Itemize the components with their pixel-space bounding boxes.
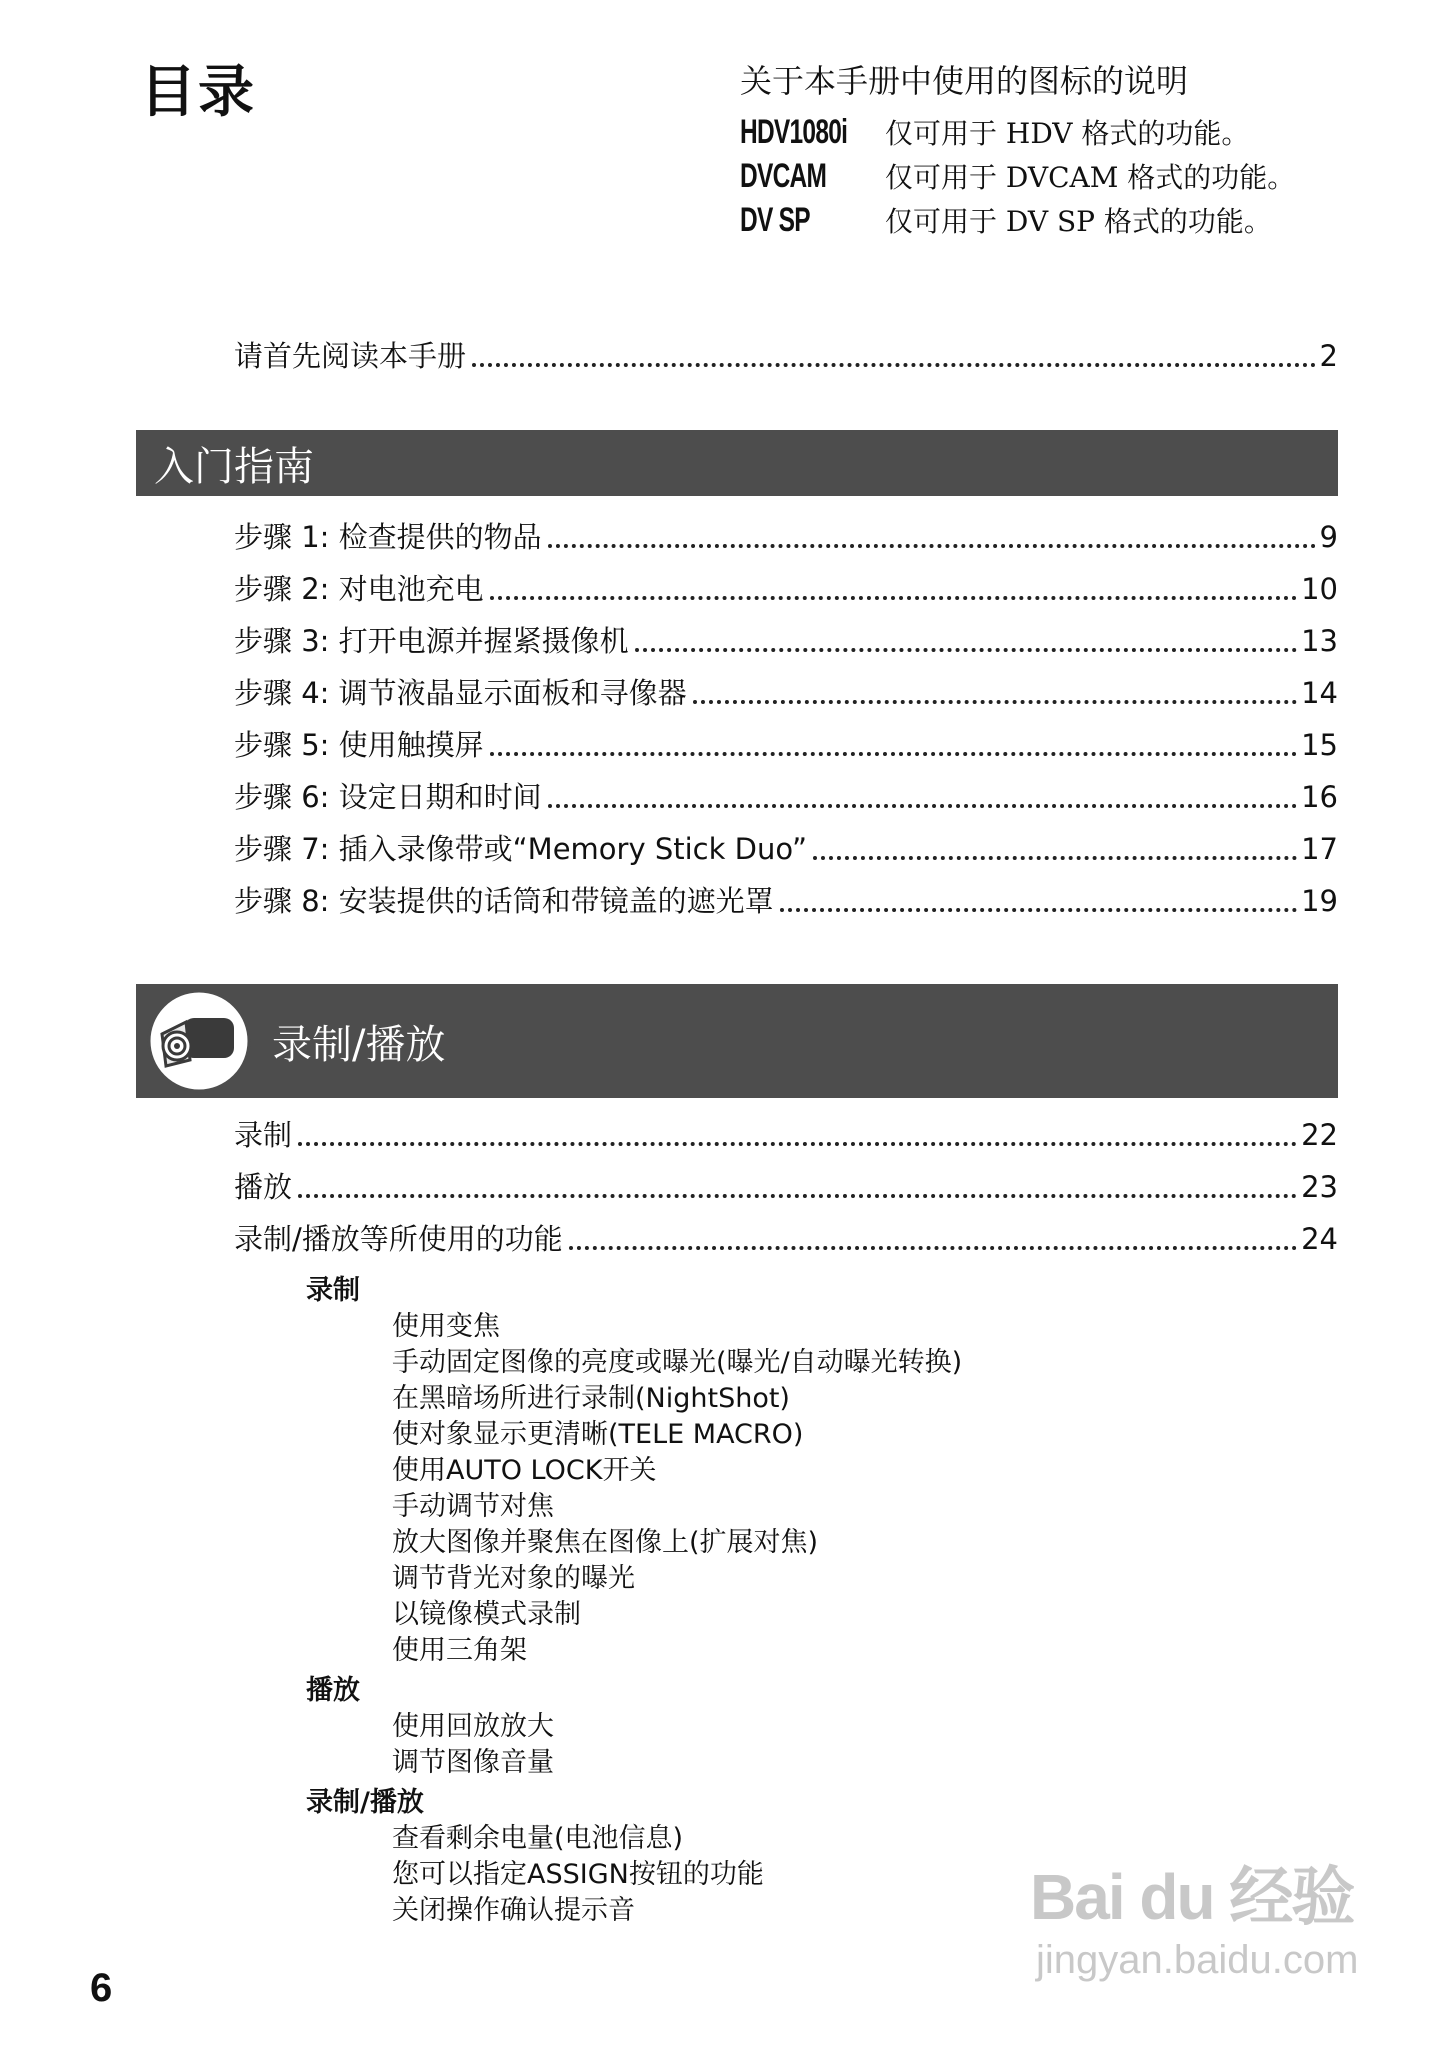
toc-entry[interactable]: [234, 880, 1338, 922]
toc-entry[interactable]: [234, 828, 1338, 870]
toc-leader: [298, 1142, 1297, 1146]
watermark-brand: Bai du 经验: [1030, 1861, 1354, 1933]
subgroup-item[interactable]: 以镜像模式录制: [392, 1599, 581, 1630]
subgroup-item[interactable]: 使用变焦: [392, 1311, 500, 1342]
toc-label: 录制: [234, 1118, 293, 1152]
toc-page: 15: [1301, 728, 1338, 762]
subgroup-item[interactable]: 您可以指定ASSIGN按钮的功能: [392, 1859, 764, 1890]
page-number: 6: [90, 1966, 113, 2010]
subgroup-item[interactable]: 调节背光对象的曝光: [392, 1563, 635, 1594]
subgroup-heading-record: 录制: [306, 1275, 360, 1306]
subgroup-heading-playback: 播放: [306, 1675, 360, 1706]
page-title: 目录: [140, 60, 256, 125]
toc-label: 步骤 1: 检查提供的物品: [234, 520, 542, 554]
toc-label: 步骤 4: 调节液晶显示面板和寻像器: [234, 676, 687, 710]
legend-text: 仅可用于 HDV 格式的功能。: [885, 117, 1250, 150]
toc-entry[interactable]: [234, 1166, 1338, 1208]
toc-entry[interactable]: [234, 776, 1338, 818]
toc-label: 播放: [234, 1170, 293, 1204]
toc-page: 24: [1301, 1222, 1338, 1256]
toc-leader: [635, 648, 1297, 652]
subgroup-item[interactable]: 在黑暗场所进行录制(NightShot): [392, 1383, 790, 1414]
subgroup-item[interactable]: 放大图像并聚焦在图像上(扩展对焦): [392, 1527, 819, 1558]
toc-entry-intro[interactable]: [234, 335, 1338, 377]
toc-page: 22: [1301, 1118, 1338, 1152]
section-title: 入门指南: [154, 443, 314, 490]
toc-label: 步骤 2: 对电池充电: [234, 572, 484, 606]
section-header-getting-started: [136, 430, 1338, 496]
toc-label: 步骤 6: 设定日期和时间: [234, 780, 542, 814]
subgroup-item[interactable]: 使对象显示更清晰(TELE MACRO): [392, 1419, 804, 1450]
legend-row-dvcam: [740, 156, 1295, 200]
dvcam-icon: DVCAM: [740, 157, 827, 195]
section-header-record-playback: [136, 984, 1338, 1098]
subgroup-item[interactable]: 使用三角架: [392, 1635, 527, 1666]
baidu-watermark: [1030, 1846, 1358, 1983]
subgroup-item[interactable]: 关闭操作确认提示音: [392, 1895, 635, 1926]
toc-entry[interactable]: [234, 620, 1338, 662]
toc-leader: [813, 856, 1297, 860]
toc-entry[interactable]: [234, 672, 1338, 714]
subgroup-item[interactable]: 使用回放放大: [392, 1711, 554, 1742]
toc-label: 步骤 7: 插入录像带或“Memory Stick Duo”: [234, 832, 808, 866]
section-title: 录制/播放: [272, 1021, 446, 1068]
toc-label: 步骤 8: 安装提供的话筒和带镜盖的遮光罩: [234, 884, 774, 918]
legend-row-hdv: [740, 112, 1295, 156]
legend-text: 仅可用于 DVCAM 格式的功能。: [885, 161, 1296, 194]
toc-leader: [548, 544, 1316, 548]
toc-leader: [490, 596, 1297, 600]
toc-page: 13: [1301, 624, 1338, 658]
toc-entry[interactable]: [234, 1114, 1338, 1156]
toc-entry[interactable]: [234, 724, 1338, 766]
toc-label: 请首先阅读本手册: [234, 339, 467, 373]
toc-page: 9: [1319, 520, 1338, 554]
toc-leader: [693, 700, 1297, 704]
subgroup-item[interactable]: 手动固定图像的亮度或曝光(曝光/自动曝光转换): [392, 1347, 963, 1378]
legend-row-dvsp: [740, 200, 1295, 244]
toc-page: 17: [1301, 832, 1338, 866]
toc-page: 23: [1301, 1170, 1338, 1204]
subgroup-item[interactable]: 手动调节对焦: [392, 1491, 554, 1522]
toc-page: 10: [1301, 572, 1338, 606]
subgroup-heading-record-playback: 录制/播放: [306, 1787, 424, 1818]
toc-entry[interactable]: [234, 568, 1338, 610]
icon-legend-heading: 关于本手册中使用的图标的说明: [740, 62, 1189, 100]
toc-leader: [298, 1194, 1297, 1198]
subgroup-item[interactable]: 调节图像音量: [392, 1747, 554, 1778]
dv-sp-icon: DV SP: [740, 201, 810, 239]
toc-leader: [569, 1246, 1297, 1250]
watermark-url: jingyan.baidu.com: [1036, 1938, 1359, 1982]
toc-label: 录制/播放等所使用的功能: [234, 1222, 563, 1256]
subgroup-item[interactable]: 查看剩余电量(电池信息): [392, 1823, 684, 1854]
toc-entry[interactable]: [234, 1218, 1338, 1260]
toc-leader: [548, 804, 1297, 808]
subgroup-item[interactable]: 使用AUTO LOCK开关: [392, 1455, 657, 1486]
toc-page: 2: [1319, 339, 1338, 373]
toc-leader: [780, 908, 1297, 912]
toc-page: 19: [1301, 884, 1338, 918]
toc-page: 16: [1301, 780, 1338, 814]
toc-leader: [472, 363, 1316, 367]
hdv1080i-icon: HDV1080i: [740, 113, 848, 151]
toc-leader: [490, 752, 1297, 756]
toc-label: 步骤 3: 打开电源并握紧摄像机: [234, 624, 629, 658]
icon-legend: [740, 56, 1295, 244]
camcorder-icon: [144, 986, 254, 1096]
toc-label: 步骤 5: 使用触摸屏: [234, 728, 484, 762]
toc-entry[interactable]: [234, 516, 1338, 558]
toc-page: 14: [1301, 676, 1338, 710]
legend-text: 仅可用于 DV SP 格式的功能。: [885, 205, 1272, 238]
